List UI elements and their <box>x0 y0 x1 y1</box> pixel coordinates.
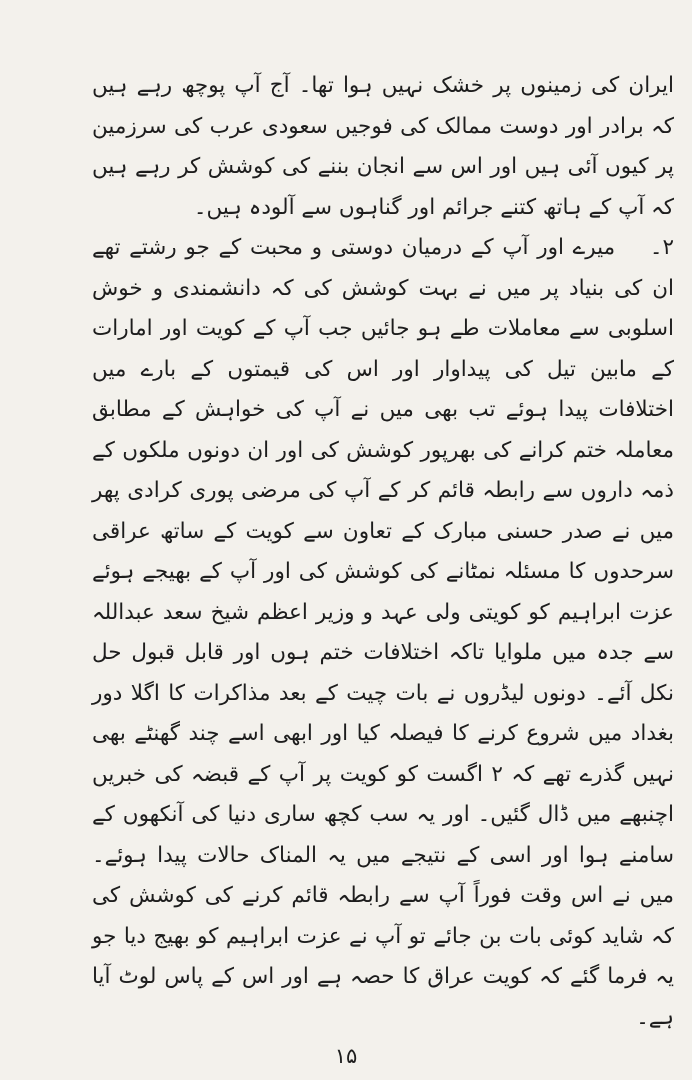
paragraph-1-text: ایران کی زمینوں پر خشک نہیں ہوا تھا۔ آج آپ پوچھ رہے ہیں کہ برادر اور دوست ممالک کی فوجیں سعودی عرب کی سرزمین پر کیوں آئی ہیں اور اس سے انجان بننے کی کوشش کر رہے ہیں کہ آپ کے ہاتھ کتنے جرائم اور گناہوں سے آلودہ ہیں۔ <box>92 73 674 220</box>
page-number: ۱۵ <box>334 1044 358 1068</box>
page-body-text <box>92 66 674 1038</box>
paragraph-2-text: میرے اور آپ کے درمیان دوستی و محبت کے جو رشتے تھے ان کی بنیاد پر میں نے بہت کوشش کی کہ دانشمندی و خوش اسلوبی سے معاملات طے ہو جائیں جب آپ کے کویت اور امارات کے مابین تیل کی پیداوار اور اس کی قیمتوں کے بارے میں اختلافات پیدا ہوئے تب بھی میں نے آپ کی خواہش کے مطابق معاملہ ختم کرانے کی بھرپور کوشش کی اور ان دونوں ملکوں کے ذمہ داروں سے رابطہ قائم کر کے آپ کی مرضی پوری کرادی پھر میں نے صدر حسنی مبارک کے تعاون سے کویت کے ساتھ عراقی سرحدوں کا مسئلہ نمٹانے کی کوشش کی اور آپ کے بھیجے ہوئے عزت ابراہیم کو کویتی ولی عہد و وزیر اعظم شیخ سعد عبداللہ سے جدہ میں ملوایا تاکہ اختلافات ختم ہوں اور قابل قبول حل نکل آئے۔ دونوں لیڈروں نے بات چیت کے بعد مذاکرات کا اگلا دور بغداد میں شروع کرنے کا فیصلہ کیا اور ابھی اسے چند گھنٹے بھی نہیں گذرے تھے کہ ۲ اگست کو کویت پر آپ کے قبضہ کی خبریں اچنبھے میں ڈال گئیں۔ اور یہ سب کچھ ساری دنیا کی آنکھوں کے سامنے ہوا اور اسی کے نتیجے میں یہ المناک حالات پیدا ہوئے۔ میں نے اس وقت فوراً آپ سے رابطہ قائم کرنے کی کوشش کی کہ شاید کوئی بات بن جائے تو آپ نے عزت ابراہیم کو بھیج دیا جو یہ فرما گئے کہ کویت عراق کا حصہ ہے اور اس کے پاس لوٹ آیا ہے۔ <box>92 235 674 1030</box>
paragraph-2-number: ۲۔ <box>649 235 674 260</box>
paragraph-1 <box>92 66 674 228</box>
paragraph-2 <box>92 228 674 1038</box>
